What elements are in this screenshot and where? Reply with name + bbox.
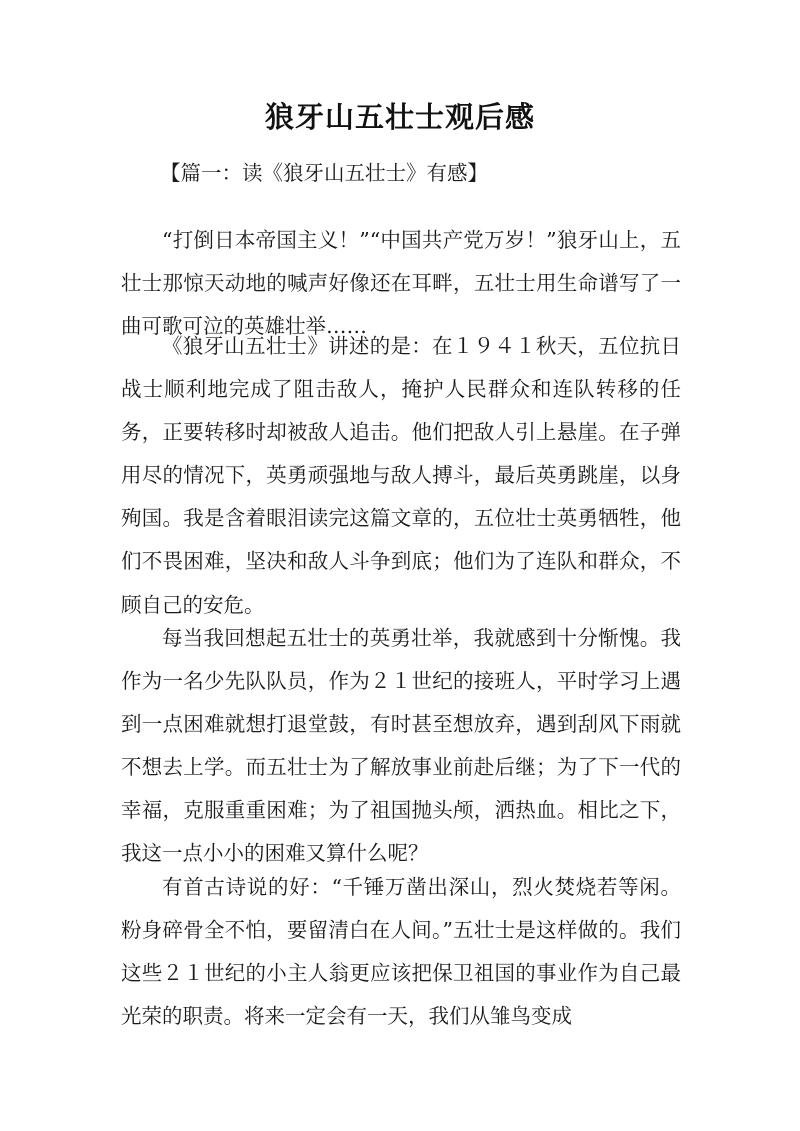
section-heading: 【篇一：读《狼牙山五壮士》有感】 [160, 161, 488, 185]
paragraph-1: “打倒日本帝国主义！”“中国共产党万岁！”狼牙山上，五壮士那惊天动地的喊声好像还在耳畔，五壮士用生命谱写了一曲可歌可泣的英雄壮举…… [121, 228, 681, 339]
paragraph-3: 每当我回想起五壮士的英勇壮举，我就感到十分惭愧。我作为一名少先队队员，作为２１世纪的接班人，平时学习上遇到一点困难就想打退堂鼓，有时甚至想放弃，遇到刮风下雨就不想去上学。而五壮士为了解放事业前赴后继；为了下一代的幸福，克服重重困难；为了祖国抛头颅，洒热血。相比之下，我这一点小小的困难又算什么呢？ [121, 626, 681, 866]
paragraph-4: 有首古诗说的好：“千锤万凿出深山，烈火焚烧若等闲。粉身碎骨全不怕，要留清白在人间。”五壮士是这样做的。我们这些２１世纪的小主人翁更应该把保卫祖国的事业作为自己最光荣的职责。将来一定会有一天，我们从雏鸟变成 [121, 875, 681, 1029]
paragraph-2: 《狼牙山五壮士》讲述的是：在１９４１秋天，五位抗日战士顺利地完成了阻击敌人，掩护人民群众和连队转移的任务，正要转移时却被敌人追击。他们把敌人引上悬崖。在子弹用尽的情况下，英勇顽强地与敌人搏斗，最后英勇跳崖，以身殉国。我是含着眼泪读完这篇文章的，五位壮士英勇牺牲，他们不畏困难，坚决和敌人斗争到底；他们为了连队和群众，不顾自己的安危。 [121, 334, 681, 617]
document-title: 狼牙山五壮士观后感 [264, 100, 535, 134]
